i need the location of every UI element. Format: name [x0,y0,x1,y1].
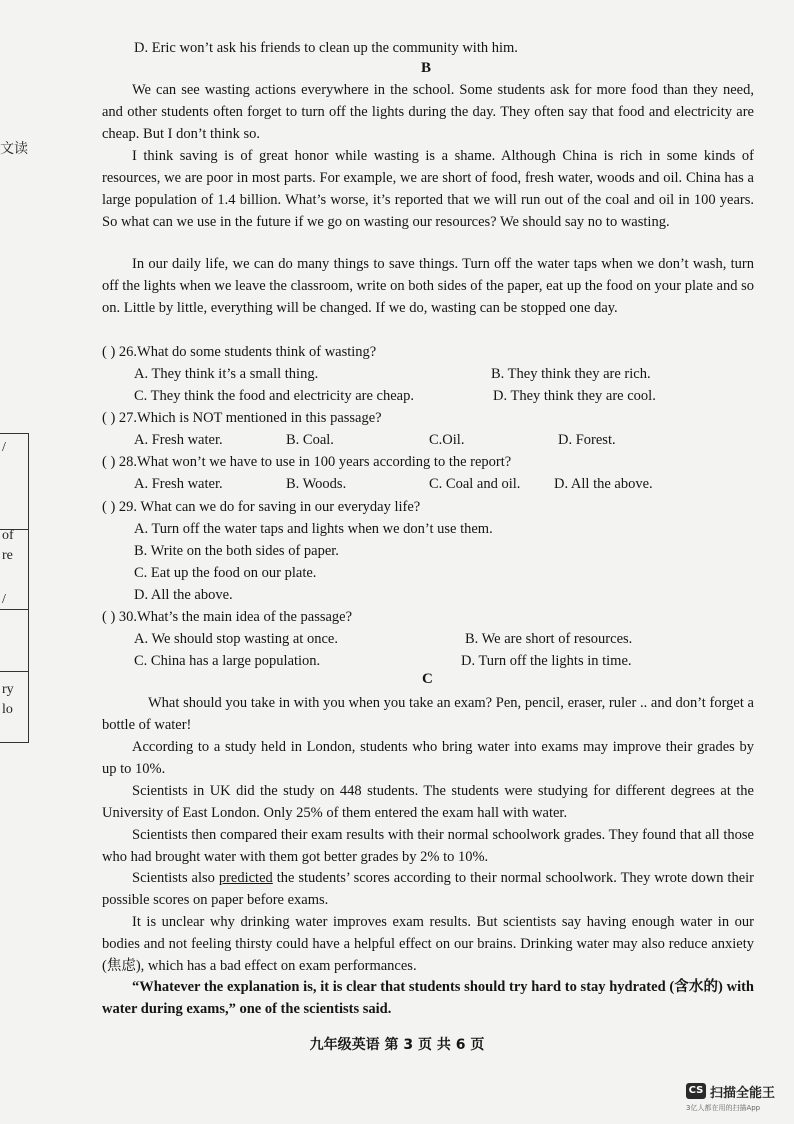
q26-option-b: B. They think they are rich. [491,366,651,382]
q30-option-b: B. We are short of resources. [465,631,633,647]
q29-option-a: A. Turn off the water taps and lights when we don’t use them. [134,521,493,537]
side-fragment: lo [2,702,13,717]
q27-option-d: D. Forest. [558,432,616,448]
side-fragment: / [2,440,6,455]
q28-option-c: C. Coal and oil. [429,476,521,492]
passage-c-paragraph: Scientists then compared their exam results with their normal schoolwork grades. They found that all those who had brought water with them got better grades by 2% to 10%. [102,827,754,865]
side-fragment: ry [2,682,14,697]
q28-option-a: A. Fresh water. [134,476,223,492]
underlined-word: predicted [218,870,273,886]
q29-option-c: C. Eat up the food on our plate. [134,565,317,581]
q27-option-a: A. Fresh water. [134,432,223,448]
q30-option-a: A. We should stop wasting at once. [134,631,338,647]
question-30: ( ) 30.What’s the main idea of the passage? [102,609,353,625]
passage-b-paragraph: In our daily life, we can do many things to save things. Turn off the water taps when we don’t wash, turn off the lights when we leave the classroom, write on both sides of the paper, eat up the food on your plate and so on. Little by little, everything will be changed. If we do, wasting can be stopped one day. [102,256,754,316]
passage-b-paragraph: We can see wasting actions everywhere in the school. Some students ask for more food than they need, and other students often forget to turn off the lights during the day. They often say that food and electricity are cheap. But I don’t think so. [102,82,754,142]
passage-b-heading: B [421,60,432,76]
passage-c-paragraph: Scientists also predicted the students’ scores according to their normal schoolwork. They wrote down their possible scores on paper before exams. [102,870,754,908]
passage-c-paragraph: According to a study held in London, students who bring water into exams may improve their grades by up to 10%. [102,739,754,777]
option-d-prev: D. Eric won’t ask his friends to clean up the community with him. [134,40,518,56]
side-fragment: / [2,592,6,607]
watermark-subtitle: 3亿人都在用的扫描App [686,1104,761,1112]
side-fragment: 文读 [0,141,28,157]
q29-option-b: B. Write on the both sides of paper. [134,543,339,559]
page-footer: 九年级英语 第 3 页 共 6 页 [309,1037,485,1053]
q27-option-c: C.Oil. [429,432,465,448]
question-27: ( ) 27.Which is NOT mentioned in this passage? [102,410,382,426]
passage-c-heading: C [422,671,433,687]
side-fragment: re [2,548,13,563]
q28-option-d: D. All the above. [554,476,653,492]
passage-c-paragraph: Scientists in UK did the study on 448 students. The students were studying for different degrees at the University of East London. Only 25% of them entered the exam hall with water. [102,783,754,821]
side-fragment: of [2,528,14,543]
passage-c-paragraph: What should you take in with you when you take an exam? Pen, pencil, eraser, ruler .. and don’t forget a bottle of water! [102,695,754,733]
passage-c-paragraph: It is unclear why drinking water improves exam results. But scientists say having enough water in our bodies and not feeling thirsty could have a helpful effect on our brains. Drinking water may also reduce anxiety (焦虑), which has a bad effect on exam performances. [102,914,754,974]
question-26: ( ) 26.What do some students think of wasting? [102,344,377,360]
q26-option-d: D. They think they are cool. [493,388,656,404]
q30-option-d: D. Turn off the lights in time. [461,653,632,669]
q28-option-b: B. Woods. [286,476,347,492]
q26-option-c: C. They think the food and electricity are cheap. [134,388,414,404]
q29-option-d: D. All the above. [134,587,233,603]
passage-b-paragraph: I think saving is of great honor while wasting is a shame. Although China is rich in some kinds of resources, we are poor in most parts. For example, we are short of food, fresh water, woods and oil. China has a large population of 1.4 billion. What’s worse, it’s reported that we will run out of the coal and oil in 100 years. So what can we use in the future if we go on wasting our resources? We should say no to wasting. [102,148,754,230]
watermark-title: 扫描全能王 [710,1086,776,1101]
q30-option-c: C. China has a large population. [134,653,321,669]
question-29: ( ) 29. What can we do for saving in our everyday life? [102,499,421,515]
q26-option-a: A. They think it’s a small thing. [134,366,319,382]
passage-c-quote: “Whatever the explanation is, it is clear that students should try hard to stay hydrated (含水的) with water during exams,” one of the scientists said. [102,979,754,1017]
q27-option-b: B. Coal. [286,432,334,448]
question-28: ( ) 28.What won’t we have to use in 100 years according to the report? [102,454,512,470]
camscanner-logo-icon: CS [686,1083,706,1099]
